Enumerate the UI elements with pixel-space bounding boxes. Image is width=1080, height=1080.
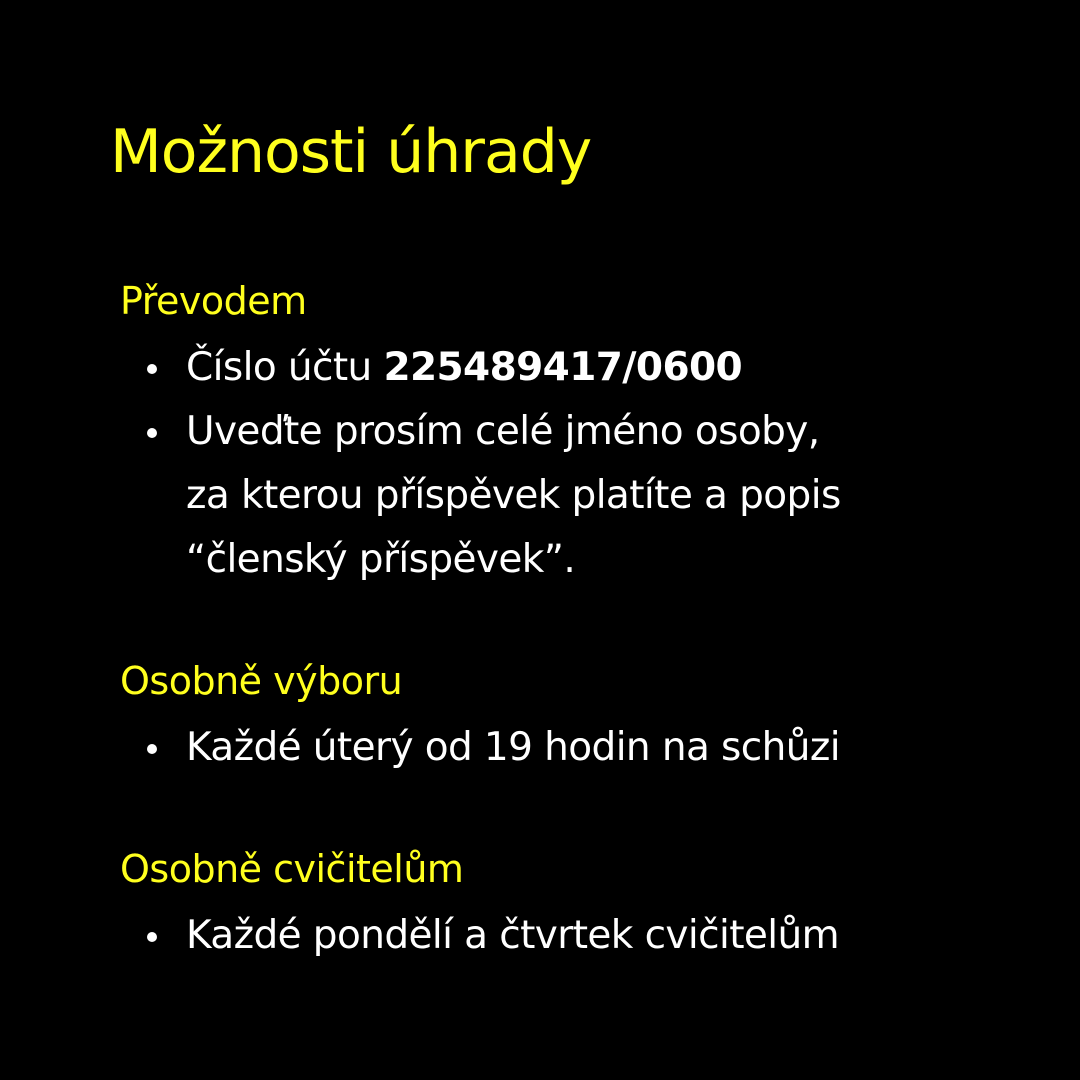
payment-note-line-1: Uveďte prosím celé jméno osoby, xyxy=(186,409,820,454)
section-heading-instructors: Osobně cvičitelům xyxy=(120,847,464,891)
bullet-icon xyxy=(147,932,157,942)
account-number-label: Číslo účtu xyxy=(186,345,384,390)
list-item-account-number xyxy=(120,336,1020,400)
page-title: Možnosti úhrady xyxy=(110,117,592,187)
account-number-value: 225489417/0600 xyxy=(383,345,743,390)
list-item-payment-note xyxy=(120,400,1020,592)
bullet-icon xyxy=(147,364,157,374)
section-heading-bank-transfer: Převodem xyxy=(120,279,307,323)
section-bank-transfer xyxy=(120,278,1020,592)
committee-schedule-text: Každé úterý od 19 hodin na schůzi xyxy=(186,725,840,770)
bank-transfer-list xyxy=(120,336,1020,592)
instructors-list xyxy=(120,904,1020,968)
payment-note-line-2: za kterou příspěvek platíte a popis xyxy=(186,473,841,518)
bullet-icon xyxy=(147,744,157,754)
bullet-icon xyxy=(147,428,157,438)
section-heading-committee: Osobně výboru xyxy=(120,659,403,703)
committee-list xyxy=(120,716,1020,780)
list-item-instructors-schedule xyxy=(120,904,1020,968)
section-committee xyxy=(120,658,1020,780)
list-item-committee-schedule xyxy=(120,716,1020,780)
instructors-schedule-text: Každé pondělí a čtvrtek cvičitelům xyxy=(186,913,840,958)
section-instructors xyxy=(120,846,1020,968)
payment-note-line-3: “členský příspěvek”. xyxy=(186,537,576,582)
